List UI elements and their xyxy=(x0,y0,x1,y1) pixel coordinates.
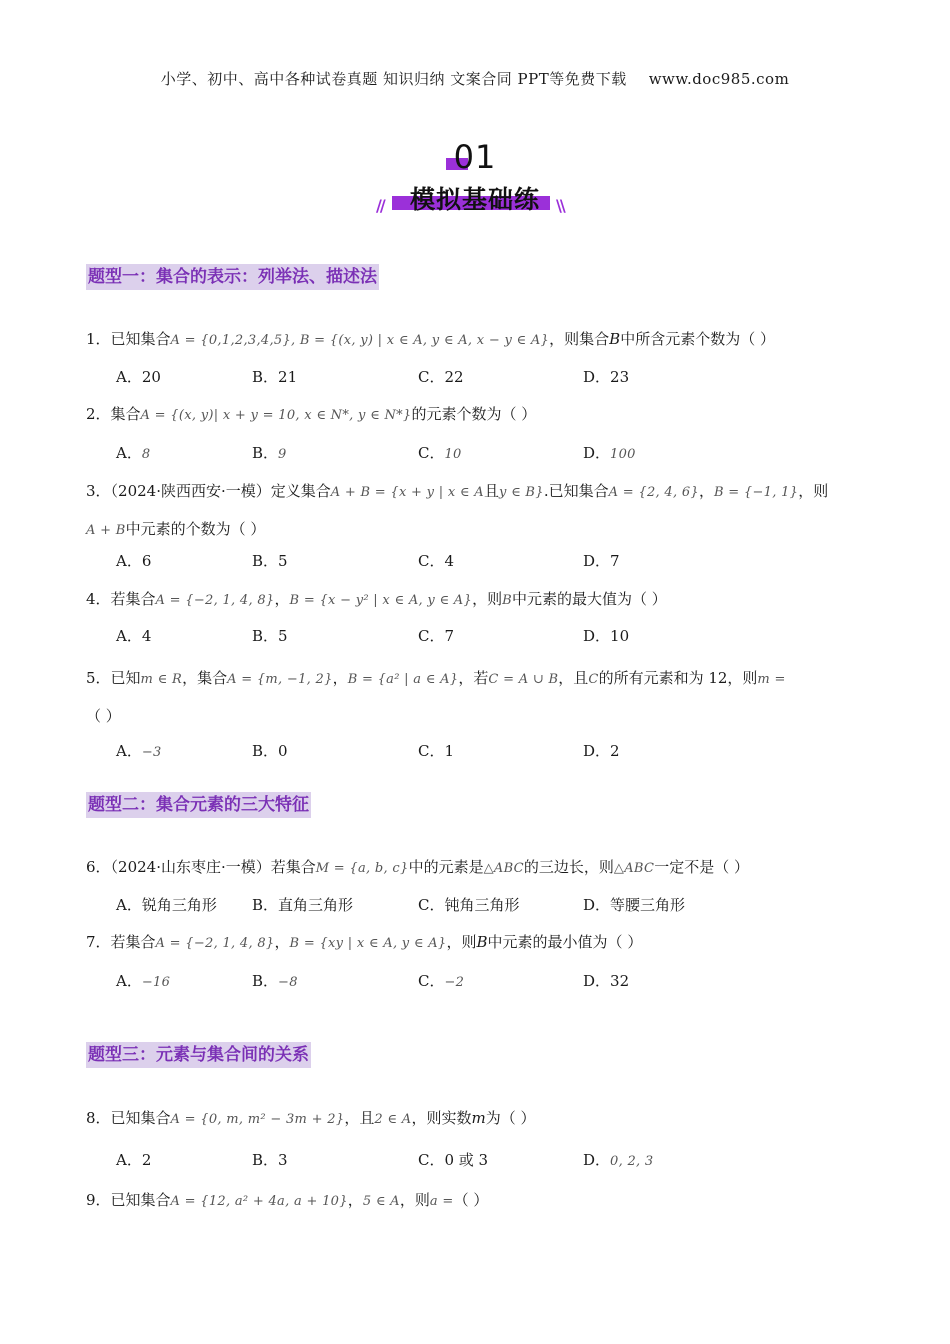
q6-formula: M = {a, b, c} xyxy=(315,861,409,876)
q9-text: 9．已知集合 xyxy=(86,1191,171,1209)
banner-slash-left: // xyxy=(376,196,384,215)
q7-option-b[interactable] xyxy=(252,970,298,994)
q4-options xyxy=(116,625,876,647)
section-title-1: 题型一：集合的表示：列举法、描述法 xyxy=(86,264,379,290)
q3-text: ，则 xyxy=(798,482,829,500)
q6-options xyxy=(116,894,876,916)
q8-option-d-label: D． xyxy=(583,1151,611,1169)
q3-options xyxy=(116,550,876,572)
q9-text: （ ） xyxy=(453,1191,489,1209)
q1-var: B xyxy=(609,330,621,348)
q7-option-b-value: −8 xyxy=(278,975,298,990)
q1-options xyxy=(116,366,876,388)
q7-formula: B = {xy | x ∈ A, y ∈ A} xyxy=(289,936,447,951)
banner-number: 01 xyxy=(453,138,497,176)
q4-text: ，则 xyxy=(472,590,503,608)
q1-formula: A = {0,1,2,3,4,5}, B = {(x, y) | x ∈ A, y ∈ A, x − y ∈ A} xyxy=(170,333,550,348)
q6-option-d[interactable]: D．等腰三角形 xyxy=(583,896,686,914)
q7-text: ， xyxy=(274,933,290,951)
q6-option-c[interactable]: C．钝角三角形 xyxy=(418,896,520,914)
section-title-2: 题型二：集合元素的三大特征 xyxy=(86,792,311,818)
q6-option-b[interactable]: B．直角三角形 xyxy=(252,896,354,914)
q4-formula: B xyxy=(502,593,512,608)
q8-formula: 2 ∈ A xyxy=(374,1112,412,1127)
q3-formula: A + B = {x + y | x ∈ A xyxy=(330,485,484,500)
q2-option-a[interactable] xyxy=(116,442,150,466)
banner-slash-right: \\ xyxy=(556,196,564,215)
q3-formula: A + B xyxy=(86,523,126,538)
q5-option-a[interactable] xyxy=(116,740,162,764)
question-8 xyxy=(86,1107,535,1131)
q7-options xyxy=(116,970,876,992)
q2-option-d-value: 100 xyxy=(610,447,636,462)
q6-text: 6．（2024·山东枣庄·一模）若集合 xyxy=(86,858,316,876)
q2-option-b[interactable] xyxy=(252,442,287,466)
q3-text: 且 xyxy=(483,482,499,500)
q9-formula: a = xyxy=(429,1194,454,1209)
q5-formula: C xyxy=(588,672,599,687)
q2-option-d[interactable] xyxy=(583,442,636,466)
q7-option-c[interactable] xyxy=(418,970,464,994)
q6-formula: △ABC xyxy=(483,861,524,876)
q7-option-a[interactable] xyxy=(116,970,170,994)
header-text: 小学、初中、高中各种试卷真题 知识归纳 文案合同 PPT等免费下载 xyxy=(160,70,627,88)
q9-formula: 5 ∈ A xyxy=(362,1194,400,1209)
q4-formula: B = {x − y² | x ∈ A, y ∈ A} xyxy=(289,593,473,608)
q5-text: ，若 xyxy=(458,669,489,687)
q8-option-b[interactable]: B．3 xyxy=(252,1151,288,1169)
q5-text: 的所有元素和为 12，则 xyxy=(598,669,758,687)
q4-option-a[interactable]: A．4 xyxy=(116,627,152,645)
q5-text: 5．已知 xyxy=(86,669,141,687)
q2-formula: A = {(x, y)| x + y = 10, x ∈ N*, y ∈ N*} xyxy=(140,408,412,423)
q8-option-c[interactable]: C．0 或 3 xyxy=(418,1151,489,1169)
q4-text: 中元素的最大值为（ ） xyxy=(511,590,667,608)
section-title-3: 题型三：元素与集合间的关系 xyxy=(86,1042,311,1068)
q6-formula: △ABC xyxy=(613,861,655,876)
q5-text: （ ） xyxy=(86,707,121,725)
q3-formula: y ∈ B} xyxy=(499,485,544,500)
q5-option-c[interactable]: C．1 xyxy=(418,742,455,760)
q1-text: ，则集合 xyxy=(549,330,610,348)
q4-option-b[interactable]: B．5 xyxy=(252,627,288,645)
q9-formula: A = {12, a² + 4a, a + 10} xyxy=(170,1194,348,1209)
question-7 xyxy=(86,931,642,955)
q3-formula: A = {2, 4, 6} xyxy=(608,485,699,500)
q4-text: ， xyxy=(274,590,290,608)
q7-option-a-label: A． xyxy=(116,972,142,990)
q7-option-c-label: C． xyxy=(418,972,445,990)
q6-text: 一定不是（ ） xyxy=(654,858,750,876)
q5-formula: B = {a² | a ∈ A} xyxy=(347,672,459,687)
q5-option-b[interactable]: B．0 xyxy=(252,742,288,760)
q6-option-a[interactable]: A．锐角三角形 xyxy=(116,896,217,914)
q8-text: ，则实数 xyxy=(411,1109,472,1127)
q7-option-c-value: −2 xyxy=(444,975,465,990)
question-4 xyxy=(86,588,667,612)
q2-option-c-value: 10 xyxy=(444,447,462,462)
q7-text: 中元素的最小值为（ ） xyxy=(487,933,643,951)
q2-option-b-label: B． xyxy=(252,444,279,462)
q8-text: 8．已知集合 xyxy=(86,1109,171,1127)
q1-option-a[interactable]: A．20 xyxy=(116,368,161,386)
q9-text: ，则 xyxy=(399,1191,430,1209)
question-3-cont xyxy=(86,518,265,542)
q2-text: 的元素个数为（ ） xyxy=(411,405,537,423)
question-3 xyxy=(86,480,828,504)
q1-option-c[interactable]: C．22 xyxy=(418,368,464,386)
q1-text: 中所含元素个数为（ ） xyxy=(620,330,775,348)
q5-text: ，集合 xyxy=(182,669,228,687)
q7-text: 7．若集合 xyxy=(86,933,156,951)
q6-text: 的三边长，则 xyxy=(523,858,614,876)
q5-formula: m = xyxy=(757,672,786,687)
q5-option-a-label: A． xyxy=(116,742,142,760)
q3-formula: B = {−1, 1} xyxy=(714,485,799,500)
q4-option-d[interactable]: D．10 xyxy=(583,627,630,645)
q2-option-a-label: A． xyxy=(116,444,142,462)
section-banner xyxy=(0,138,950,222)
q4-text: 4．若集合 xyxy=(86,590,156,608)
q3-text: 中元素的个数为（ ） xyxy=(125,520,266,538)
q6-text: 中的元素是 xyxy=(408,858,484,876)
q5-formula: m ∈ R xyxy=(140,672,183,687)
q7-option-b-label: B． xyxy=(252,972,279,990)
q7-text: ，则 xyxy=(446,933,477,951)
q2-options xyxy=(116,442,876,464)
q3-text: .已知集合 xyxy=(543,482,609,500)
q3-option-d[interactable]: D．7 xyxy=(583,552,620,570)
q8-var: m xyxy=(471,1109,486,1127)
q8-text: ，且 xyxy=(344,1109,375,1127)
q2-option-c[interactable] xyxy=(418,442,462,466)
question-9 xyxy=(86,1189,488,1213)
q3-text: ， xyxy=(698,482,714,500)
q8-option-d-value: 0, 2, 3 xyxy=(610,1154,654,1169)
question-2 xyxy=(86,403,536,427)
q2-text: 2．集合 xyxy=(86,405,141,423)
q7-formula: A = {−2, 1, 4, 8} xyxy=(155,936,275,951)
banner-title: 模拟基础练 xyxy=(409,185,540,214)
q2-option-d-label: D． xyxy=(583,444,611,462)
q7-option-d[interactable]: D．32 xyxy=(583,972,630,990)
q4-option-c[interactable]: C．7 xyxy=(418,627,455,645)
question-5-cont xyxy=(86,705,121,727)
page-header xyxy=(0,68,950,89)
header-url[interactable]: www.doc985.com xyxy=(648,70,790,88)
q3-option-b[interactable]: B．5 xyxy=(252,552,288,570)
question-6 xyxy=(86,856,749,880)
q5-formula: A = {m, −1, 2} xyxy=(227,672,333,687)
q1-text: 1．已知集合 xyxy=(86,330,171,348)
q4-formula: A = {−2, 1, 4, 8} xyxy=(155,593,275,608)
q5-option-d[interactable]: D．2 xyxy=(583,742,620,760)
question-1 xyxy=(86,328,775,352)
q3-text: 3．（2024·陕西西安·一模）定义集合 xyxy=(86,482,331,500)
q3-option-a[interactable]: A．6 xyxy=(116,552,152,570)
q5-option-a-value: −3 xyxy=(141,745,162,760)
q5-text: ， xyxy=(332,669,348,687)
q1-option-d[interactable]: D．23 xyxy=(583,368,630,386)
q2-option-c-label: C． xyxy=(418,444,445,462)
q2-option-b-value: 9 xyxy=(278,447,287,462)
q5-text: ，且 xyxy=(558,669,589,687)
q7-option-a-value: −16 xyxy=(141,975,171,990)
q9-text: ， xyxy=(347,1191,363,1209)
question-5 xyxy=(86,667,786,691)
q8-options xyxy=(116,1149,876,1171)
q8-text: 为（ ） xyxy=(485,1109,536,1127)
q8-option-a[interactable]: A．2 xyxy=(116,1151,152,1169)
q8-formula: A = {0, m, m² − 3m + 2} xyxy=(170,1112,345,1127)
q1-option-b[interactable]: B．21 xyxy=(252,368,298,386)
q3-option-c[interactable]: C．4 xyxy=(418,552,455,570)
q7-var: B xyxy=(476,933,488,951)
q5-formula: C = A ∪ B xyxy=(488,672,559,687)
q8-option-d[interactable] xyxy=(583,1149,653,1173)
q2-option-a-value: 8 xyxy=(141,447,151,462)
q5-options xyxy=(116,740,876,762)
